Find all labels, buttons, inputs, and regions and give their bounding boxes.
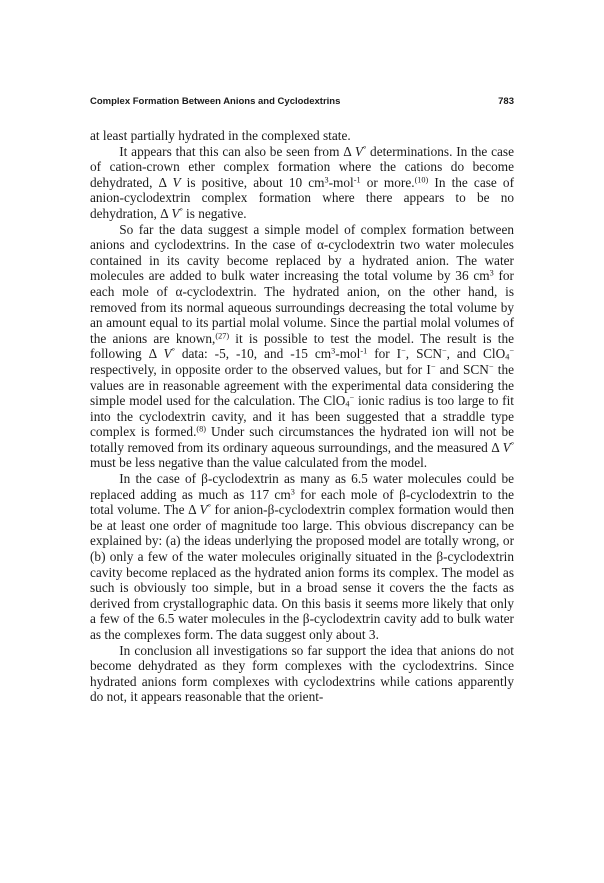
text-run: ° — [207, 502, 211, 512]
paragraph — [90, 471, 514, 643]
text-run: must be less negative than the value calculated from the model. — [90, 455, 428, 471]
paragraph — [90, 128, 514, 144]
text-run: at least partially hydrated in the complexed state. — [90, 128, 351, 143]
text-run: -1 — [353, 175, 361, 185]
text-run: -mol — [328, 174, 354, 190]
text-run: -1 — [360, 346, 368, 356]
text-run: 4 — [345, 399, 350, 409]
running-title: Complex Formation Between Anions and Cyclodextrins — [90, 96, 341, 107]
running-header — [90, 95, 514, 109]
text-run: ° — [510, 440, 514, 450]
text-run: respectively, in opposite order to the observed values, but for I — [90, 361, 431, 377]
text-run: for anion-β-cyclodextrin complex formation would then be at least one order of magnitude too large. This obvious discrepancy can be explained by: (a) the ideas underlying the proposed model are totally wrong, or (b) only a few of the water molecules originally situated in the β-cyclodextrin cavity become replaced as the hydrated anion forms its complex. The model as such is obviously too simple, but in a broad sense it covers the the facts as derived from crystallographic data. On this basis it seems more likely that only a few of the 6.5 water molecules in the β-cyclodextrin cavity add to bulk water as the complexes form. The data suggest only about 3. — [90, 502, 514, 642]
text-run: So far the data suggest a simple model of complex formation between anions and cyclodextrins. In the case of α-cyclodextrin two water molecules contained in its cavity become replaced by a hydrated anion. The water molecules are added to bulk water increasing the total volume by 36 cm — [90, 221, 514, 284]
text-run: ° — [171, 346, 175, 356]
text-run: data: -5, -10, and -15 cm — [174, 346, 332, 362]
text-run: , and ClO — [446, 346, 506, 362]
text-run: 3 — [290, 487, 295, 497]
text-run: is positive, about 10 cm — [180, 174, 325, 190]
text-run: ° — [362, 144, 367, 154]
text-run: is negative. — [182, 205, 247, 221]
text-run: (27) — [215, 331, 230, 341]
text-run: − — [509, 346, 514, 356]
paragraph — [90, 643, 514, 705]
text-run: Under such circumstances the hydrated ion will not be totally removed from its ordinary aqueous surroundings, and the measured Δ — [90, 424, 514, 455]
text-run: (10) — [414, 175, 429, 185]
text-run: V — [171, 205, 180, 221]
text-run: 3 — [324, 175, 329, 185]
text-run: 3 — [331, 346, 336, 356]
text-run: − — [430, 362, 436, 372]
text-run: In the case of β-cyclodextrin as many as 6.5 water molecules could be replaced adding as much as 117 cm — [90, 471, 514, 502]
text-run: 4 — [505, 352, 510, 362]
page-number: 783 — [498, 96, 514, 107]
text-run: − — [401, 346, 406, 356]
text-run: V — [163, 346, 172, 362]
text-run: or more. — [360, 174, 415, 190]
text-run: determinations. In the case of cation-crown ether complex formation where the cations do become dehydrated, Δ — [90, 143, 514, 190]
paragraph — [90, 144, 514, 222]
text-run: − — [349, 393, 355, 403]
text-run: In the case of anion-cyclodextrin complex formation where there appears to be no dehydration, Δ — [90, 174, 514, 221]
text-run: for each mole of α-cyclodextrin. The hydrated anion, on the other hand, is removed from its normal aqueous surroundings decreasing the total volume by an amount equal to its partial molal volume. Since the partial molal volumes of the anions are known, — [90, 268, 514, 346]
text-run: 3 — [489, 268, 494, 278]
text-run: It appears that this can also be seen from Δ — [119, 143, 355, 159]
text-run: -mol — [335, 346, 361, 362]
text-run: V — [172, 174, 181, 190]
text-run: and SCN — [435, 361, 489, 377]
text-run: it is possible to test the model. The result is the following Δ — [90, 330, 515, 362]
text-run: for I — [367, 346, 402, 362]
text-run: In conclusion all investigations so far support the idea that anions do not become dehydrated as they form complexes with the cyclodextrins. Since hydrated anions form complexes with cyclodextrins while cations apparently do not, it appears reasonable that the orient- — [90, 642, 514, 705]
paragraph — [90, 222, 514, 472]
text-run: V — [199, 502, 208, 518]
text-run: V — [354, 143, 363, 159]
text-run: − — [441, 346, 447, 356]
text-run: ionic radius is too large to fit into the cyclodextrin cavity, and it has been suggested that a straddle type complex is formed. — [90, 393, 514, 440]
text-run: − — [488, 362, 494, 372]
text-run: V — [502, 439, 511, 455]
text-run: ° — [179, 206, 183, 216]
text-run: the values are in reasonable agreement with the experimental data considering the simple model used for the calculation. The ClO — [90, 361, 514, 409]
text-run: for each mole of β-cyclodextrin to the total volume. The Δ — [90, 486, 514, 518]
text-run: , SCN — [405, 346, 442, 362]
text-run: (8) — [196, 424, 207, 434]
body-text — [90, 128, 514, 705]
